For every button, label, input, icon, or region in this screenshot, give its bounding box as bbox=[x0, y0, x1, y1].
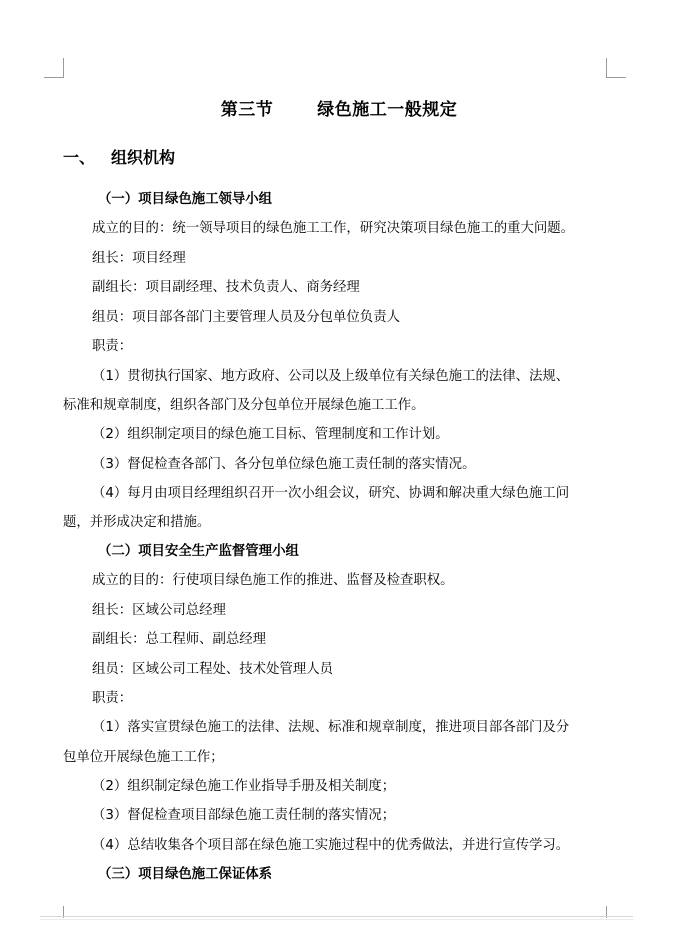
group-2-duty-4: （4）总结收集各个项目部在绿色施工实施过程中的优秀做法，并进行宣传学习。 bbox=[92, 838, 570, 853]
group-1-duty-3: （3）督促检查各部门、各分包单位绿色施工责任制的落实情况。 bbox=[92, 457, 476, 472]
group-1-purpose: 成立的目的：统一领导项目的绿色施工工作，研究决策项目绿色施工的重大问题。 bbox=[92, 221, 575, 236]
crop-mark-top-left-vertical bbox=[63, 58, 64, 78]
group-2-leader: 组长：区域公司总经理 bbox=[92, 603, 226, 618]
group-1-duty-4-line-1: （4）每月由项目经理组织召开一次小组会议，研究、协调和解决重大绿色施工问 bbox=[92, 486, 570, 501]
section-heading bbox=[63, 145, 175, 168]
section-title: 组织机构 bbox=[111, 148, 176, 167]
group-2-duty-1-line-1: （1）落实宣贯绿色施工的法律、法规、标准和规章制度，推进项目部各部门及分 bbox=[92, 720, 570, 735]
group-1-duty-2: （2）组织制定项目的绿色施工目标、管理制度和工作计划。 bbox=[92, 427, 449, 442]
group-1-duty-4-line-2: 题，并形成决定和措施。 bbox=[63, 515, 211, 530]
group-1-deputy: 副组长：项目副经理、技术负责人、商务经理 bbox=[92, 280, 360, 295]
page-bottom-shadow bbox=[40, 919, 633, 920]
group-3-heading: （三）项目绿色施工保证体系 bbox=[98, 867, 273, 882]
group-1-duty-1-line-1: （1）贯彻执行国家、地方政府、公司以及上级单位有关绿色施工的法律、法规、 bbox=[92, 369, 570, 384]
crop-mark-top-right-vertical bbox=[606, 58, 607, 78]
group-1-duties-label: 职责： bbox=[92, 339, 133, 354]
page-title bbox=[63, 95, 615, 120]
group-2-deputy: 副组长：总工程师、副总经理 bbox=[92, 632, 267, 647]
group-1-members: 组员：项目部各部门主要管理人员及分包单位负责人 bbox=[92, 310, 400, 325]
crop-mark-top-right-horizontal bbox=[606, 77, 626, 78]
group-1-leader: 组长：项目经理 bbox=[92, 251, 186, 266]
section-number: 一、 bbox=[63, 148, 96, 167]
group-2-duty-3: （3）督促检查项目部绿色施工责任制的落实情况； bbox=[92, 808, 396, 823]
group-1-duty-1-line-2: 标准和规章制度，组织各部门及分包单位开展绿色施工工作。 bbox=[63, 398, 425, 413]
crop-mark-top-left-horizontal bbox=[44, 77, 64, 78]
group-2-heading: （二）项目安全生产监督管理小组 bbox=[98, 544, 299, 559]
group-1-heading: （一）项目绿色施工领导小组 bbox=[98, 192, 273, 207]
group-2-members: 组员：区域公司工程处、技术处管理人员 bbox=[92, 662, 334, 677]
group-2-duties-label: 职责： bbox=[92, 691, 133, 706]
page-bottom-edge bbox=[40, 916, 633, 917]
group-2-purpose: 成立的目的：行使项目绿色施工作的推进、监督及检查职权。 bbox=[92, 573, 454, 588]
title-part-1: 第三节 bbox=[220, 100, 274, 120]
group-2-duty-2: （2）组织制定绿色施工作业指导手册及相关制度； bbox=[92, 779, 396, 794]
title-part-2: 绿色施工一般规定 bbox=[317, 100, 458, 120]
group-2-duty-1-line-2: 包单位开展绿色施工工作； bbox=[63, 750, 224, 765]
